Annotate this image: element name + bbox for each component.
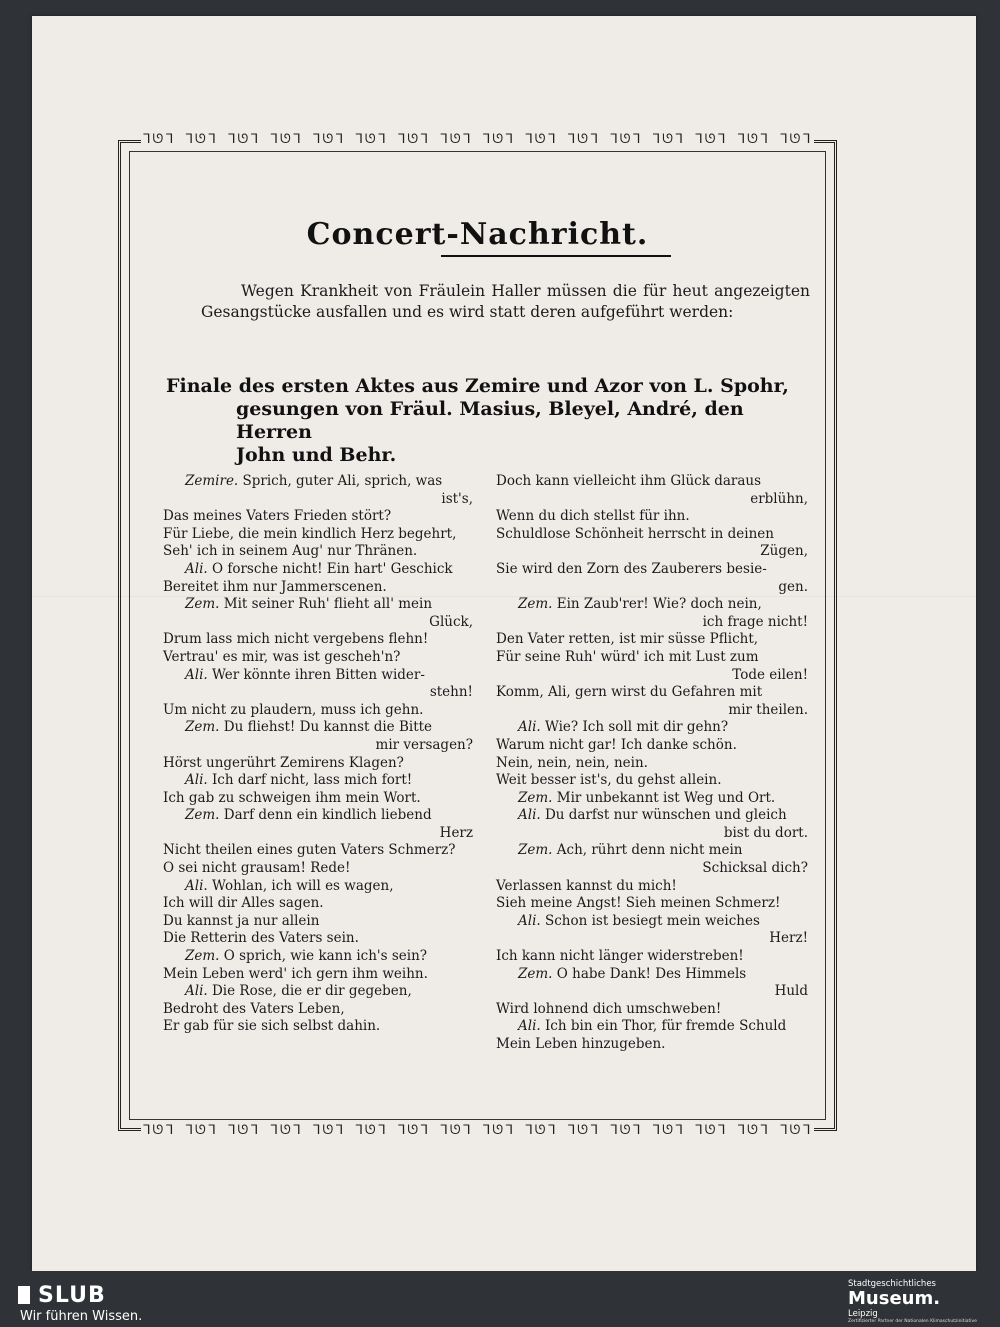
libretto-line xyxy=(163,526,479,544)
line-text: Bereitet ihm nur Jammerscenen. xyxy=(163,578,387,595)
line-text: Wenn du dich stellst für ihn. xyxy=(496,508,690,525)
libretto-line xyxy=(496,737,814,755)
line-text: Schon ist besiegt mein weiches xyxy=(540,912,760,929)
museum-cert: Zertifizierter Partner der Nationalen Klimaschutzinitiative xyxy=(848,1319,977,1324)
line-text: Er gab für sie sich selbst dahin. xyxy=(163,1018,381,1035)
line-text: Ich will dir Alles sagen. xyxy=(163,895,324,912)
line-text: Glück, xyxy=(429,613,473,630)
libretto-line xyxy=(496,561,814,579)
speaker-name: Ali. xyxy=(185,560,208,577)
libretto-line xyxy=(496,508,814,526)
line-text: Du darfst nur wünschen und gleich xyxy=(540,807,787,824)
line-text: stehn! xyxy=(429,684,473,701)
line-text: Wer könnte ihren Bitten wider- xyxy=(207,666,425,683)
libretto-line xyxy=(163,614,479,632)
museum-super: Stadtgeschichtliches xyxy=(848,1279,936,1289)
line-text: Wie? Ich soll mit dir gehn? xyxy=(540,719,729,736)
page-title: Concert-Nachricht. xyxy=(306,217,649,252)
libretto-right-column xyxy=(496,473,814,1054)
libretto-line xyxy=(496,948,814,966)
line-text: Bedroht des Vaters Leben, xyxy=(163,1000,345,1017)
line-text: Mein Leben hinzugeben. xyxy=(496,1036,666,1052)
line-text: Wird lohnend dich umschweben! xyxy=(496,1000,722,1017)
libretto-line xyxy=(163,596,479,614)
libretto-line xyxy=(496,667,814,685)
libretto-left-column xyxy=(163,473,479,1036)
line-text: gen. xyxy=(778,578,808,595)
speaker-name: Zem. xyxy=(518,842,553,859)
line-text: Weit besser ist's, du gehst allein. xyxy=(496,772,722,789)
speaker-name: Zem. xyxy=(518,596,553,613)
libretto-line xyxy=(496,684,814,702)
title-rule xyxy=(441,255,671,257)
line-text: O habe Dank! Des Himmels xyxy=(552,965,747,982)
line-text: Sieh meine Angst! Sieh meinen Schmerz! xyxy=(496,895,781,912)
speaker-name: Ali. xyxy=(185,666,208,683)
finale-heading xyxy=(166,375,816,467)
finale-line-2: gesungen von Fräul. Masius, Bleyel, André, den Herren xyxy=(236,398,744,443)
speaker-name: Ali. xyxy=(518,912,541,929)
line-text: Hörst ungerührt Zemirens Klagen? xyxy=(163,754,404,771)
line-text: erblühn, xyxy=(750,490,808,507)
line-text: Ein Zaub'rer! Wie? doch nein, xyxy=(552,596,762,613)
libretto-line xyxy=(163,649,479,667)
line-text: Tode eilen! xyxy=(732,666,808,683)
libretto-line xyxy=(496,790,814,808)
line-text: Nein, nein, nein, nein. xyxy=(496,754,648,771)
libretto-line xyxy=(496,702,814,720)
speaker-name: Ali. xyxy=(185,772,208,789)
libretto-line xyxy=(496,755,814,773)
libretto-line xyxy=(163,807,479,825)
ornament-top: ᒣᘎᒣ ᒣᘎᒣ ᒣᘎᒣ ᒣᘎᒣ ᒣᘎᒣ ᒣᘎᒣ ᒣᘎᒣ ᒣᘎᒣ ᒣᘎᒣ ᒣᘎᒣ ᒣᘎᒣ ᒣᘎᒣ ᒣᘎᒣ ᒣᘎᒣ ᒣᘎᒣ ᒣᘎᒣ xyxy=(142,133,813,147)
libretto-line xyxy=(163,1001,479,1019)
libretto-line xyxy=(496,1018,814,1036)
line-text: Wohlan, ich will es wagen, xyxy=(207,877,394,894)
line-text: O sei nicht grausam! Rede! xyxy=(163,860,351,877)
libretto-line xyxy=(163,983,479,1001)
libretto-line xyxy=(496,860,814,878)
libretto-line xyxy=(163,878,479,896)
line-text: Ich kann nicht länger widerstreben! xyxy=(496,948,744,965)
libretto-line xyxy=(163,948,479,966)
line-text: O sprich, wie kann ich's sein? xyxy=(219,948,428,965)
libretto-line xyxy=(163,966,479,984)
museum-logo[interactable] xyxy=(848,1279,978,1324)
libretto-line xyxy=(163,755,479,773)
line-text: Für seine Ruh' würd' ich mit Lust zum xyxy=(496,648,759,665)
libretto-line xyxy=(163,719,479,737)
line-text: Mein Leben werd' ich gern ihm weihn. xyxy=(163,965,428,982)
line-text: Herz! xyxy=(769,930,808,947)
line-text: Die Retterin des Vaters sein. xyxy=(163,930,359,947)
libretto-line xyxy=(496,842,814,860)
line-text: Schicksal dich? xyxy=(702,860,808,877)
speaker-name: Zem. xyxy=(185,807,220,824)
libretto-line xyxy=(496,878,814,896)
line-text: Ich gab zu schweigen ihm mein Wort. xyxy=(163,789,421,806)
line-text: Vertrau' es mir, was ist gescheh'n? xyxy=(163,648,401,665)
line-text: bist du dort. xyxy=(723,824,808,841)
libretto-line xyxy=(496,579,814,597)
museum-name: Museum. xyxy=(848,1288,941,1309)
libretto-line xyxy=(163,667,479,685)
libretto-line xyxy=(163,579,479,597)
libretto-line xyxy=(496,807,814,825)
libretto-line xyxy=(496,719,814,737)
libretto-line xyxy=(496,825,814,843)
line-text: Ich darf nicht, lass mich fort! xyxy=(207,772,413,789)
ornament-bottom: ᒣᘎᒣ ᒣᘎᒣ ᒣᘎᒣ ᒣᘎᒣ ᒣᘎᒣ ᒣᘎᒣ ᒣᘎᒣ ᒣᘎᒣ ᒣᘎᒣ ᒣᘎᒣ ᒣᘎᒣ ᒣᘎᒣ ᒣᘎᒣ ᒣᘎᒣ ᒣᘎᒣ ᒣᘎᒣ xyxy=(142,1124,813,1138)
slub-mark-icon xyxy=(18,1286,30,1304)
line-text: mir versagen? xyxy=(375,736,473,753)
libretto-line xyxy=(496,1001,814,1019)
line-text: Schuldlose Schönheit herrscht in deinen xyxy=(496,525,774,542)
libretto-line xyxy=(496,596,814,614)
libretto-line xyxy=(496,895,814,913)
line-text: Zügen, xyxy=(760,543,808,560)
libretto-line xyxy=(163,473,479,491)
speaker-name: Zem. xyxy=(185,719,220,736)
libretto-line xyxy=(496,983,814,1001)
speaker-name: Zem. xyxy=(518,789,553,806)
line-text: Sprich, guter Ali, sprich, was xyxy=(238,473,443,489)
line-text: ist's, xyxy=(441,490,473,507)
slub-logo[interactable] xyxy=(18,1283,106,1308)
speaker-name: Zem. xyxy=(185,948,220,965)
libretto-line xyxy=(496,473,814,491)
libretto-line xyxy=(496,543,814,561)
speaker-name: Zemire. xyxy=(185,473,239,489)
libretto-line xyxy=(163,508,479,526)
slub-name: SLUB xyxy=(38,1283,106,1308)
libretto-line xyxy=(163,737,479,755)
line-text: Ich bin ein Thor, für fremde Schuld xyxy=(540,1018,787,1035)
libretto-line xyxy=(163,684,479,702)
line-text: Darf denn ein kindlich liebend xyxy=(219,807,432,824)
libretto-line xyxy=(163,825,479,843)
line-text: Die Rose, die er dir gegeben, xyxy=(207,983,412,1000)
libretto-line xyxy=(163,702,479,720)
libretto-line xyxy=(496,966,814,984)
libretto-line xyxy=(496,930,814,948)
finale-line-1: Finale des ersten Aktes aus Zemire und Azor von L. Spohr, xyxy=(166,375,789,397)
libretto-line xyxy=(496,631,814,649)
line-text: O forsche nicht! Ein hart' Geschick xyxy=(207,560,453,577)
line-text: Sie wird den Zorn des Zauberers besie- xyxy=(496,560,767,577)
speaker-name: Zem. xyxy=(518,965,553,982)
line-text: Warum nicht gar! Ich danke schön. xyxy=(496,736,737,753)
libretto-line xyxy=(496,649,814,667)
finale-line-3: John und Behr. xyxy=(236,444,397,466)
libretto-line xyxy=(163,561,479,579)
line-text: Ach, rührt denn nicht mein xyxy=(552,842,743,859)
line-text: Drum lass mich nicht vergebens flehn! xyxy=(163,631,429,648)
line-text: Den Vater retten, ist mir süsse Pflicht, xyxy=(496,631,759,648)
libretto-line xyxy=(496,614,814,632)
line-text: Für Liebe, die mein kindlich Herz begehrt, xyxy=(163,525,457,542)
libretto-line xyxy=(496,526,814,544)
libretto-line xyxy=(163,543,479,561)
intro-paragraph: Wegen Krankheit von Fräulein Haller müssen die für heut angezeigten Gesangstücke ausfallen und es wird statt deren aufgeführt werden: xyxy=(201,282,810,321)
libretto-line xyxy=(496,491,814,509)
speaker-name: Ali. xyxy=(518,719,541,736)
line-text: Nicht theilen eines guten Vaters Schmerz? xyxy=(163,842,456,859)
libretto-line xyxy=(163,895,479,913)
ornamental-border xyxy=(118,133,837,1138)
libretto-line xyxy=(163,772,479,790)
line-text: ich frage nicht! xyxy=(702,613,808,630)
libretto-line xyxy=(163,491,479,509)
line-text: Herz xyxy=(439,824,473,841)
line-text: Doch kann vielleicht ihm Glück daraus xyxy=(496,473,762,489)
line-text: Du fliehst! Du kannst die Bitte xyxy=(219,719,433,736)
line-text: mir theilen. xyxy=(728,701,808,718)
line-text: Seh' ich in seinem Aug' nur Thränen. xyxy=(163,543,418,560)
footer-bar xyxy=(0,1271,1000,1327)
slub-tagline: Wir führen Wissen. xyxy=(20,1309,143,1324)
speaker-name: Ali. xyxy=(518,807,541,824)
line-text: Du kannst ja nur allein xyxy=(163,912,320,929)
document-page xyxy=(32,16,976,1271)
speaker-name: Ali. xyxy=(185,877,208,894)
line-text: Mit seiner Ruh' flieht all' mein xyxy=(219,596,433,613)
libretto-line xyxy=(163,842,479,860)
libretto-line xyxy=(163,1018,479,1036)
libretto-line xyxy=(163,631,479,649)
speaker-name: Ali. xyxy=(518,1018,541,1035)
libretto-line xyxy=(496,1036,814,1054)
line-text: Um nicht zu plaudern, muss ich gehn. xyxy=(163,701,424,718)
speaker-name: Zem. xyxy=(185,596,220,613)
museum-city: Leipzig xyxy=(848,1309,878,1319)
libretto-line xyxy=(496,772,814,790)
libretto-line xyxy=(163,790,479,808)
libretto-line xyxy=(163,913,479,931)
line-text: Huld xyxy=(774,983,808,1000)
line-text: Verlassen kannst du mich! xyxy=(496,877,677,894)
line-text: Komm, Ali, gern wirst du Gefahren mit xyxy=(496,684,763,701)
line-text: Das meines Vaters Frieden stört? xyxy=(163,508,392,525)
libretto-line xyxy=(163,930,479,948)
line-text: Mir unbekannt ist Weg und Ort. xyxy=(552,789,776,806)
libretto-line xyxy=(163,860,479,878)
speaker-name: Ali. xyxy=(185,983,208,1000)
libretto-line xyxy=(496,913,814,931)
